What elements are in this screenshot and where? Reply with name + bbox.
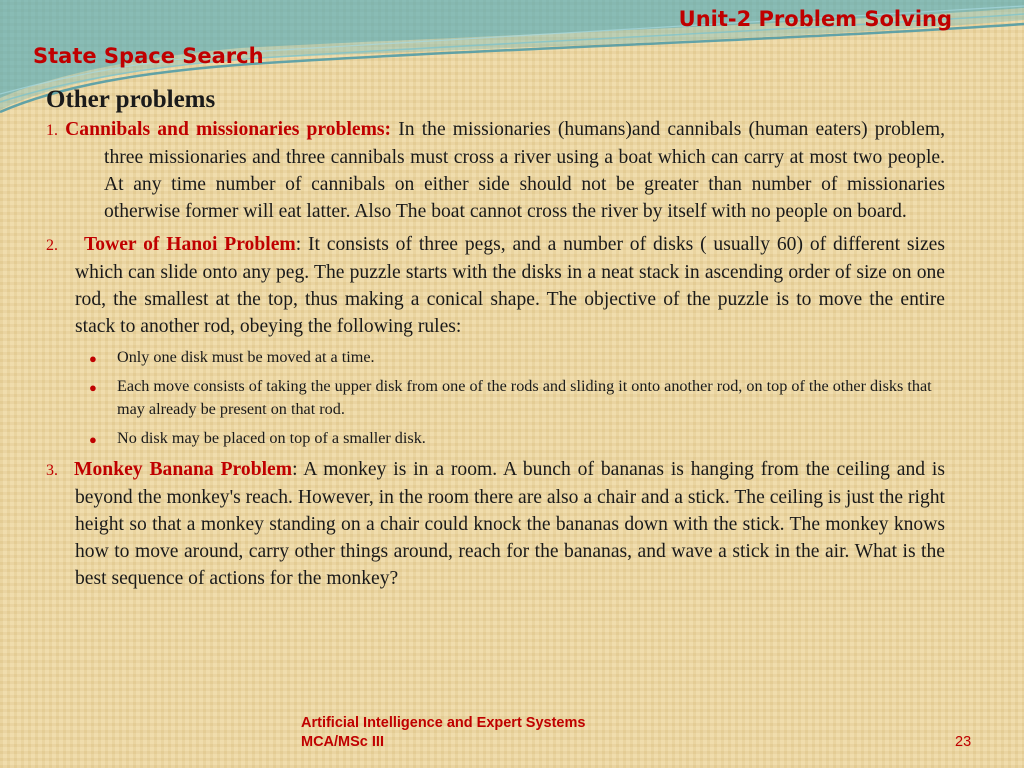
course-title: Unit-2 Problem Solving — [678, 7, 952, 31]
bullet-icon: ● — [89, 380, 97, 395]
slide-content — [46, 86, 945, 598]
rule-item: ● No disk may be placed on top of a smaller disk. — [117, 427, 945, 450]
item-term: Monkey Banana Problem — [74, 459, 293, 480]
page-number: 23 — [955, 734, 972, 750]
footer-program: MCA/MSc III — [301, 734, 384, 750]
footer — [301, 714, 585, 752]
problem-item-hanoi — [46, 231, 945, 340]
item-term: Cannibals and missionaries problems: — [65, 119, 392, 140]
slide-title: State Space Search — [33, 44, 264, 68]
section-heading: Other problems — [46, 86, 216, 113]
footer-course-name: Artificial Intelligence and Expert Systems — [301, 715, 586, 731]
item-text: : It consists of three pegs, and a number of disks ( usually 60) of different sizes which can slide onto any peg. The puzzle starts with the disks in a neat stack in ascending order of size on one rod, the smallest at the top, thus making a conical shape. The objective of the puzzle is to move the entire stack to another rod, obeying the following rules: — [75, 234, 945, 337]
item-number: 3. — [46, 462, 58, 479]
rule-item: ● Each move consists of taking the upper disk from one of the rods and sliding it onto another rod, on top of the other disks that may already be present on that rod. — [89, 377, 932, 418]
item-text: In the missionaries (humans)and cannibals (human eaters) problem, three missionaries and three cannibals must cross a river using a boat which can carry at most two people. At any time number of cannibals on either side should not be greater than number of missionaries otherwise former will eat latter. Also The boat cannot cross the river by itself with no people on board. — [104, 119, 946, 222]
hanoi-rules-list — [46, 346, 945, 450]
item-number: 1. — [46, 122, 58, 139]
bullet-icon: ● — [89, 351, 97, 366]
bullet-icon: ● — [89, 432, 97, 447]
problem-item-cannibals — [46, 116, 945, 225]
item-number: 2. — [46, 237, 58, 254]
item-text: : A monkey is in a room. A bunch of bananas is hanging from the ceiling and is beyond the monkey's reach. However, in the room there are also a chair and a stick. The ceiling is just the right height so that a monkey standing on a chair could knock the bananas down with the stick. The monkey knows how to move around, carry other things around, reach for the bananas, and wave a stick in the air. What is the best sequence of actions for the monkey? — [75, 459, 945, 589]
rule-item: ● Only one disk must be moved at a time. — [117, 346, 945, 369]
item-term: Tower of Hanoi Problem — [84, 234, 296, 255]
problem-item-monkey — [46, 456, 945, 592]
